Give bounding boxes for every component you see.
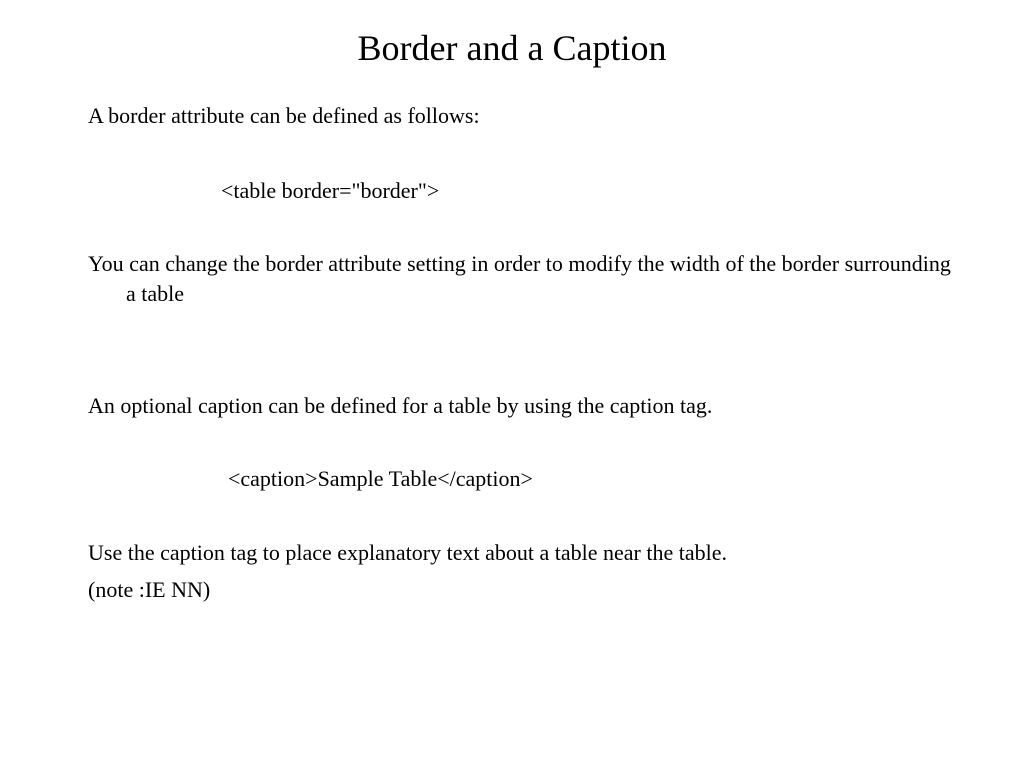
caption-intro-text: An optional caption can be defined for a table by using the caption tag. xyxy=(88,393,713,418)
border-intro-text: A border attribute can be defined as follows: xyxy=(88,103,480,128)
border-code-example: <table border="border"> xyxy=(221,178,440,203)
border-explanation-text: You can change the border attribute setting in order to modify the width of the border surrounding a table xyxy=(88,251,951,306)
browser-note: (note :IE NN) xyxy=(88,577,211,602)
caption-code-example: <caption>Sample Table</caption> xyxy=(228,466,533,491)
slide-title: Border and a Caption xyxy=(357,28,667,68)
caption-usage-text: Use the caption tag to place explanatory text about a table near the table. xyxy=(88,540,727,565)
